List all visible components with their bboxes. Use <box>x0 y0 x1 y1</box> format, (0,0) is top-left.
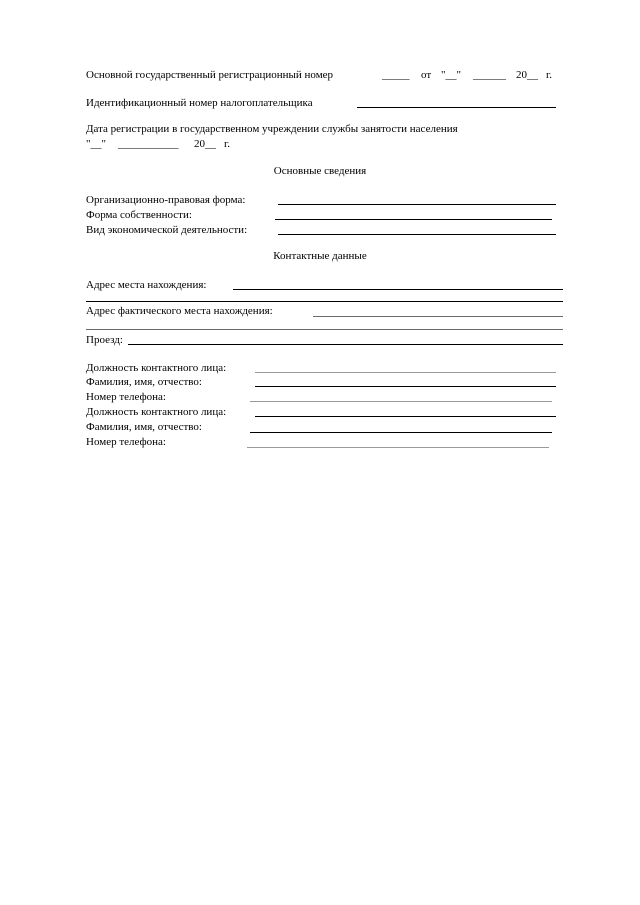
location-address-field-2[interactable] <box>86 301 563 302</box>
contact-name-label-2: Фамилия, имя, отчество: <box>86 421 202 433</box>
actual-address-field-2[interactable] <box>86 329 563 330</box>
activity-field[interactable] <box>278 234 556 235</box>
ogrn-year-suffix: г. <box>546 69 553 81</box>
contact-phone-label-2: Номер телефона: <box>86 436 166 448</box>
ogrn-month-blank[interactable]: ______ <box>473 69 506 81</box>
contact-phone-field-2[interactable] <box>247 447 549 448</box>
ownership-field[interactable] <box>275 219 552 220</box>
employment-year-suffix: г. <box>224 138 231 150</box>
contact-phone-label-1: Номер телефона: <box>86 391 166 403</box>
directions-field[interactable] <box>128 344 563 345</box>
employment-registration-label: Дата регистрации в государственном учреждении службы занятости населения <box>86 123 458 135</box>
ogrn-year[interactable]: 20__ <box>516 69 538 81</box>
ogrn-blank[interactable]: _____ <box>382 69 410 81</box>
legal-form-field[interactable] <box>278 204 556 205</box>
legal-form-label: Организационно-правовая форма: <box>86 194 246 206</box>
activity-label: Вид экономической деятельности: <box>86 224 248 236</box>
directions-label: Проезд: <box>86 334 123 346</box>
employment-year[interactable]: 20__ <box>194 138 216 150</box>
actual-address-field[interactable] <box>313 316 563 317</box>
employment-month-blank[interactable]: ___________ <box>118 138 179 150</box>
ogrn-label: Основной государственный регистрационный номер <box>86 69 334 81</box>
inn-field[interactable] <box>357 107 556 108</box>
employment-day-blank[interactable]: "__" <box>86 138 106 150</box>
contact-position-label-2: Должность контактного лица: <box>86 406 227 418</box>
inn-label: Идентификационный номер налогоплательщика <box>86 97 313 109</box>
contact-phone-field-1[interactable] <box>250 401 552 402</box>
ownership-label: Форма собственности: <box>86 209 192 221</box>
location-address-field[interactable] <box>233 289 563 290</box>
ogrn-day-blank[interactable]: "__" <box>441 69 461 81</box>
contact-name-field-1[interactable] <box>255 386 556 387</box>
basic-info-heading: Основные сведения <box>273 165 367 177</box>
ogrn-date-from: от <box>421 69 432 81</box>
contact-position-field-1[interactable] <box>255 372 556 373</box>
contacts-heading: Контактные данные <box>273 250 367 262</box>
location-address-label: Адрес места нахождения: <box>86 279 207 291</box>
contact-position-label-1: Должность контактного лица: <box>86 362 227 374</box>
contact-name-label-1: Фамилия, имя, отчество: <box>86 376 202 388</box>
contact-position-field-2[interactable] <box>255 416 556 417</box>
contact-name-field-2[interactable] <box>250 432 552 433</box>
actual-address-label: Адрес фактического места нахождения: <box>86 305 273 317</box>
